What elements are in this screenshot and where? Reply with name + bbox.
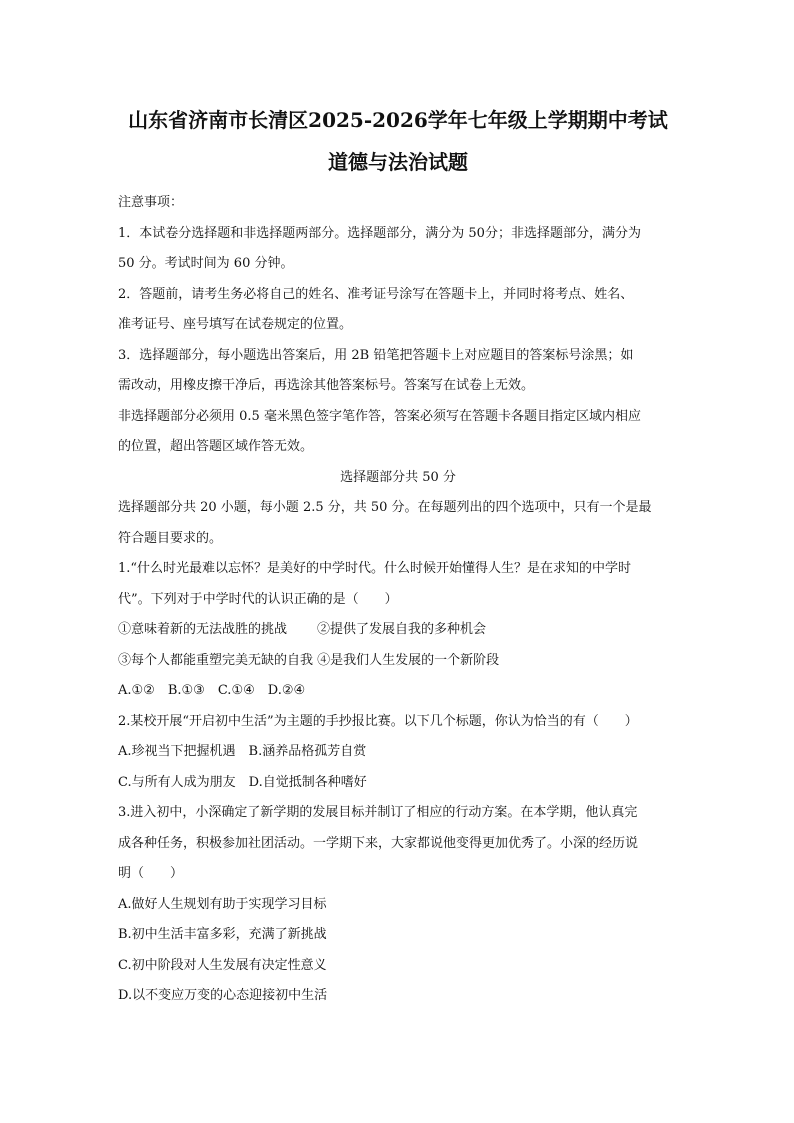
question-1-statement-3: ③每个人都能重塑完美无缺的自我 (118, 652, 314, 668)
note-item-2-line2: 准考证号、座号填写在试卷规定的位置。 (118, 317, 353, 332)
question-2-options-row1 (118, 737, 678, 768)
note-item-3-line2: 需改动，用橡皮擦干净后，再选涂其他答案标号。答案写在试卷上无效。 (118, 378, 535, 393)
question-3-option-b: B.初中生活丰富多彩，充满了新挑战 (118, 927, 327, 942)
question-1-statements-row1 (118, 615, 678, 646)
notes-block (118, 188, 678, 463)
question-3-option-a: A.做好人生规划有助于实现学习目标 (118, 896, 327, 912)
question-1-stem-line2: 代”。下列对于中学时代的认识正确的是（ ） (118, 591, 398, 607)
question-3-stem-line1: 3.进入初中，小深确定了新学期的发展目标并制订了相应的行动方案。在本学期，他认真完 (118, 805, 638, 820)
question-2-option-c: C.与所有人成为朋友 (118, 774, 236, 790)
question-1-statement-2: ②提供了发展自我的多种机会 (317, 622, 487, 637)
question-1-stem-line1: 1.“什么时光最难以忘怀？是美好的中学时代。什么时候开始懂得人生？是在求知的中学时 (118, 561, 632, 576)
question-2-options-row2 (118, 768, 678, 799)
note-item-3-line1: 3．选择题部分，每小题选出答案后，用 2B 铅笔把答题卡上对应题目的答案标号涂黑；如 (118, 347, 634, 363)
question-3-option-d: D.以不变应万变的心态迎接初中生活 (118, 988, 328, 1003)
question-3-stem-line3: 明（ ） (118, 866, 184, 881)
question-2 (118, 707, 678, 799)
note-item-2-line1: 2．答题前，请考生务必将自己的姓名、准考证号涂写在答题卡上，并同时将考点、姓名、 (118, 286, 634, 302)
question-2-option-d: D.自觉抵制各种嗜好 (248, 774, 367, 790)
exam-content (118, 100, 678, 1012)
question-1-statement-4: ④是我们人生发展的一个新阶段 (317, 652, 500, 668)
section-intro (118, 493, 678, 554)
question-2-stem-line1: 2.某校开展“开启初中生活”为主题的手抄报比赛。以下几个标题，你认为恰当的有（ ） (118, 713, 638, 729)
section-intro-line2: 符合题目要求的。 (118, 530, 223, 546)
note-item-1-line1: 1．本试卷分选择题和非选择题两部分。选择题部分，满分为 50分；非选择题部分，满分为 (118, 225, 641, 241)
note-item-4-line1: 非选择题部分必须用 0.5 毫米黑色签字笔作答，答案必须写在答题卡各题目指定区域内相应 (118, 408, 641, 424)
question-1-statements-row2 (118, 646, 678, 677)
question-2-option-b: B.涵养品格孤芳自赏 (248, 744, 367, 759)
question-1-statement-1: ①意味着新的无法战胜的挑战 (118, 622, 288, 637)
question-2-option-a: A.珍视当下把握机遇 (118, 744, 236, 759)
question-3-option-c: C.初中阶段对人生发展有决定性意义 (118, 957, 327, 973)
exam-title-line1: 山东省济南市长清区2025-2026学年七年级上学期期中考试 (128, 108, 668, 132)
question-3-stem-line2: 成各种任务，积极参加社团活动。一学期下来，大家都说他变得更加优秀了。小深的经历说 (118, 835, 639, 851)
notes-heading: 注意事项： (118, 195, 184, 210)
question-1 (118, 554, 678, 707)
question-3 (118, 798, 678, 1012)
note-item-4-line2: 的位置，超出答题区域作答无效。 (118, 439, 314, 454)
question-1-options: A.①② B.①③ C.①④ D.②④ (118, 683, 306, 698)
section-intro-line1: 选择题部分共 20 小题，每小题 2.5 分，共 50 分。在每题列出的四个选项中，只有一个是最 (118, 500, 652, 515)
note-item-1-line2: 50 分。考试时间为 60 分钟。 (118, 256, 294, 271)
exam-title-line2: 道德与法治试题 (328, 150, 468, 174)
section-heading: 选择题部分共 50 分 (340, 469, 456, 485)
